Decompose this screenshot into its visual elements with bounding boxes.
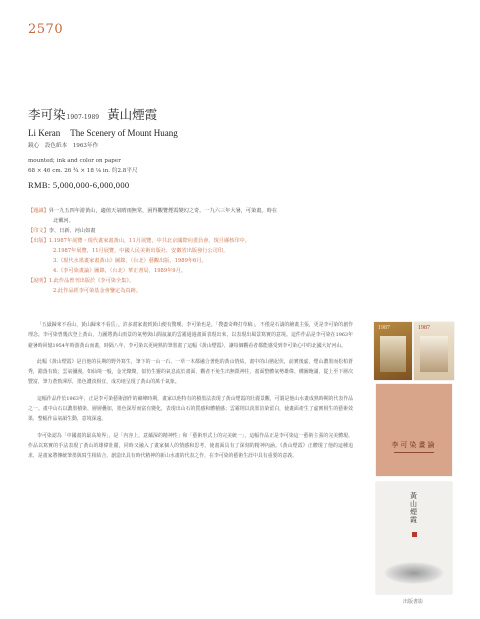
essay-paragraph: 李可染認為「中國畫的最高境界」，是「内容上，意蘊深的精神性」和「藝術形式上的完美統一」，這幅作品正是李可染這一藝術主張的完美體現。作品以寫實的手法表現了黃山的雄偉壯麗，同時又融入了畫家個人的情感和思考，使畫面具有了深刻的精神內涵。《黃山煙霞》正體現了他的這種追求，是畫家將傳統筆墨與寫生相結合，創造出具有時代精神的新山水畫的代表之作，在李可染的藝術生涯中具有重要的意義。 bbox=[28, 432, 353, 460]
page-title: 黃山煙霞 bbox=[410, 492, 417, 524]
artwork-title-zh: 黃山煙霞 bbox=[107, 107, 158, 122]
image-caption: 出版書影 bbox=[402, 599, 423, 605]
info-tag: 【題識】 bbox=[28, 208, 49, 214]
essay-paragraph: 這幅作品作於1963年，正是李可染藝術創作的巔峰時期，畫家以他特有的積墨法表現了黃山煙霞的壯麗景觀，可謂是他山水畫成熟時期的代表作品之一。畫中山石以濃墨積染，層層疊加，墨色深厚而富有變化，表現出山石的質感和體積感；雲霧則以淡墨渲染留白，使畫面產生了虛實相生的藝術效果，整幅作品氣韻生動，意境深遠。 bbox=[28, 395, 353, 423]
lot-header bbox=[28, 104, 308, 138]
artist-name-en: Li Keran bbox=[28, 128, 61, 138]
cover-painting bbox=[380, 336, 406, 372]
cover-rule bbox=[394, 452, 434, 453]
essay-paragraph: 「五嶽歸來不看山，黃山歸來不看岳」。許多畫家畫到黃山便有驚嘆，李可染也是。「搜盡奇峰打草稿」，不僅是石濤的繪畫主張，更是李可染的創作理念。李可染曾幾次登上黃山，力圖將黃山雨景的氣勢與山間氤氳的雲霧通過畫面表現出來，以表現出風景寫實的意境。這件作品是李可染在1963年避暑時回憶1954年時游黃山而畫，時隔八年，李可染以更純熟的筆墨畫了這幅《黃山煙霞》，讓每個觀看者都能感受到李可染心中的北國大好河山。 bbox=[28, 322, 353, 349]
info-text: 1.此作品曾刊出版於《李可染全集》。 bbox=[48, 278, 135, 284]
info-tag: 【說明】 bbox=[28, 278, 49, 284]
publication-images bbox=[368, 322, 458, 612]
medium-en: mounted; ink and color on paper bbox=[28, 158, 121, 164]
essay-paragraph: 此幅《黃山煙霞》是自他的長期的野外寫生，筆下的一山一石、一草一木都融合著他的黃山情結。畫中的山巒起伏，前實後虛，煙山濃墨而松柏蒼秀，錯落有致；雲氣彌漫，如仙境一般，金光燦燦，似彷生靈的氣息流於畫面，觀者不免生出無限神往，畫面整體氣勢雄偉、構圖飽滿，從上至下層次豐富，筆力蒼勁渾厚，墨色濃淡相宜，成功地呈現了黃山的萬千氣象。 bbox=[28, 358, 353, 386]
publication-page-4 bbox=[376, 482, 452, 594]
info-row bbox=[28, 286, 448, 296]
info-row bbox=[28, 246, 448, 256]
info-text: 4.《李可染畫論》圖錄，（台北）華正書局，1989年9月。 bbox=[53, 268, 186, 274]
info-text: 李、日新、河山如畫 bbox=[48, 228, 96, 234]
lot-number: 2570 bbox=[28, 22, 64, 37]
ink-landscape bbox=[384, 562, 444, 584]
artist-dates: 1907-1989 bbox=[66, 114, 100, 121]
artist-name-zh: 李可染 bbox=[28, 107, 66, 122]
cover-title: 李可染畫論 bbox=[391, 441, 437, 449]
info-row bbox=[28, 236, 448, 246]
cover-painting bbox=[420, 336, 448, 372]
info-row bbox=[28, 256, 448, 266]
essay-text bbox=[28, 320, 353, 468]
info-row bbox=[28, 276, 448, 286]
publication-cover-2 bbox=[414, 322, 454, 380]
cover-year: 1987 bbox=[418, 325, 430, 331]
info-row bbox=[28, 226, 448, 236]
dimensions: 68 × 46 cm. 26 ¾ × 18 ⅛ in. 約2.8平尺 bbox=[28, 168, 138, 174]
info-text: 昇一九五四年游黃山，適值天氣晴雨無常，困得觀覽煙霞變幻之奇。一九六三年大暑，可染畫。時在 bbox=[48, 208, 278, 214]
medium-zh: 鏡心 設色紙本 1963年作 bbox=[28, 143, 99, 149]
info-text: 1.1987年展覽・現代畫家畫黃山，11月展覽，中共北京國際向委員會，復旦縣核印中。 bbox=[48, 238, 250, 244]
info-text: 2.1987年展覽，11月展覽，中國人民美術出版社，安徽省出版發行公司印。 bbox=[53, 248, 229, 254]
publication-cover-1 bbox=[374, 322, 412, 380]
info-text: 3.《現代水墨畫家畫黃山》圖錄，（台北）藝觀出版，1989年6月。 bbox=[53, 258, 207, 264]
catalog-info bbox=[28, 206, 448, 296]
title-line-en bbox=[28, 128, 308, 138]
estimate: RMB: 5,000,000-6,000,000 bbox=[28, 180, 130, 190]
artwork-title-en: The Scenery of Mount Huang bbox=[70, 128, 178, 138]
publication-cover-3 bbox=[376, 384, 452, 476]
artwork-details bbox=[28, 141, 308, 176]
info-row bbox=[28, 216, 448, 226]
title-line-zh bbox=[28, 104, 308, 123]
info-text: 北戴河。 bbox=[53, 218, 74, 224]
seal-stamp bbox=[412, 532, 417, 537]
info-row bbox=[28, 266, 448, 276]
info-tag: 【印文】 bbox=[28, 228, 49, 234]
cover-year: 1987 bbox=[378, 325, 390, 331]
info-text: 2.此作品經李可染基金會鑒定為真跡。 bbox=[53, 288, 141, 294]
info-tag: 【出版】 bbox=[28, 238, 49, 244]
info-row bbox=[28, 206, 448, 216]
